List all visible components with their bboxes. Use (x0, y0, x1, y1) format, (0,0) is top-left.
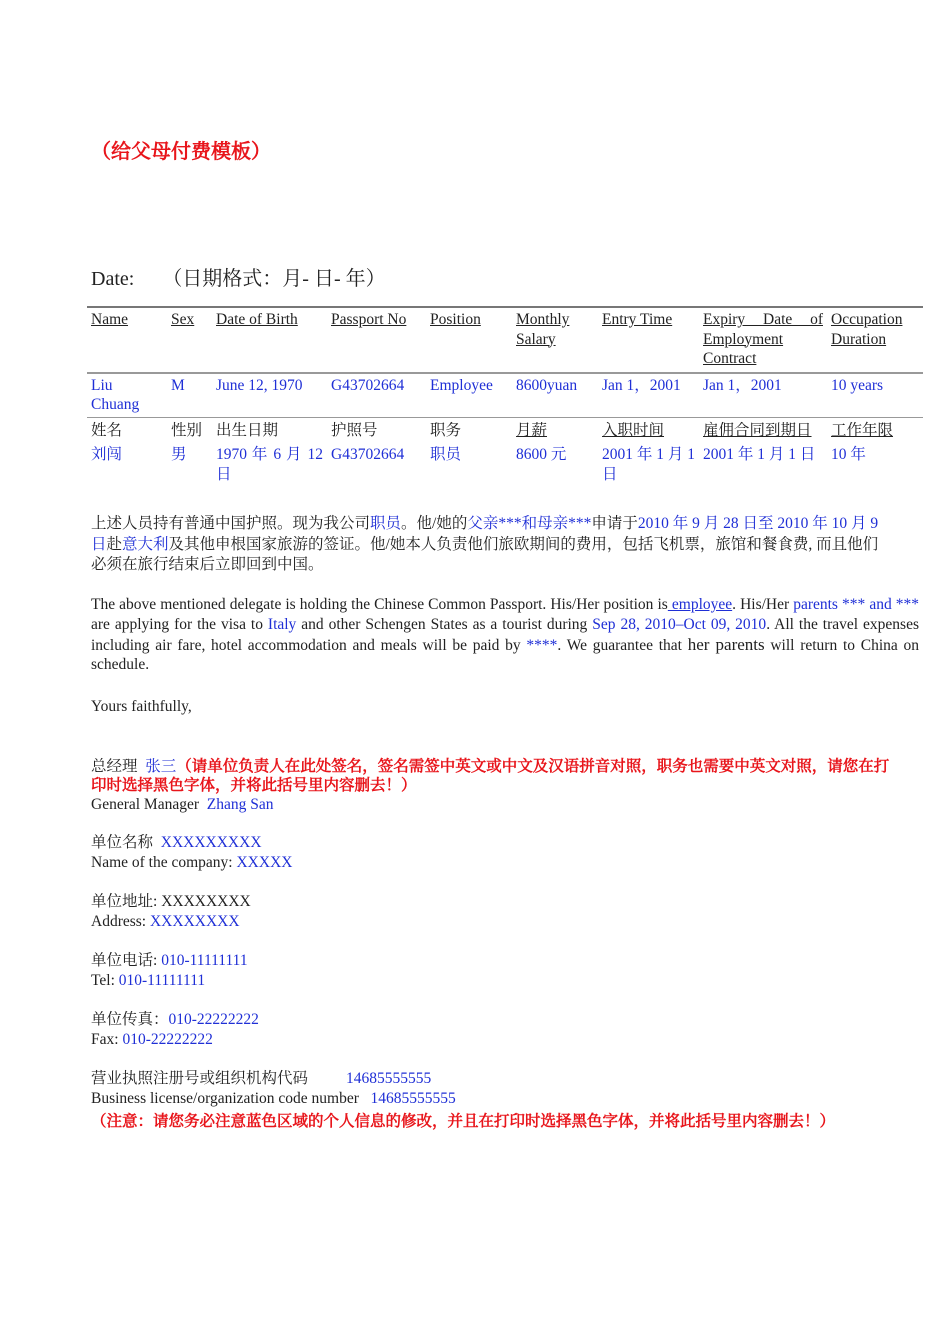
table-cell: G43702664 (331, 446, 405, 463)
text-span: are applying for the visa to (91, 615, 268, 633)
signature-note: （请单位负责人在此处签名，签名需签中英文或中文及汉语拼音对照，职务也需要中英文对照，请您在打印时选择黑色字体，并将此括号里内容删去！） (91, 758, 890, 794)
license-value-cn: 14685555555 (346, 1070, 432, 1087)
license-value-en: 14685555555 (370, 1089, 456, 1107)
table-cell: 职员 (430, 446, 462, 463)
header-cell: 月薪 (516, 421, 548, 439)
tel-label-cn: 单位电话: (91, 952, 158, 969)
employee-info-table (87, 306, 923, 487)
license-label-cn: 营业执照注册号或组织机构代码 (91, 1070, 309, 1087)
fax-label-cn: 单位传真： (91, 1011, 169, 1028)
tel-value-cn: 010-11111111 (161, 952, 248, 969)
notice: （注意：请您务必注意蓝色区域的个人信息的修改，并且在打印时选择黑色字体，并将此括号里内容删去！） (91, 1113, 836, 1130)
table-cell: M (167, 373, 212, 418)
header-cell: Passport No (327, 307, 426, 373)
company-name-value-en: XXXXX (236, 853, 293, 871)
license-label-en: Business license/organization code number (91, 1089, 359, 1107)
table-cell: June 12, 1970 (212, 373, 327, 418)
text-span: . We guarantee that (557, 636, 688, 654)
table-row-cn (87, 443, 923, 487)
text-span: The above mentioned delegate is holding the Chinese Common Passport. His/Her position is (91, 596, 668, 613)
travel-dates-field: Sep 28, 2010–Oct 09, 2010 (592, 615, 767, 633)
text-span: 申请于 (591, 515, 638, 532)
manager-name-cn: 张三 (145, 758, 177, 775)
header-cell: 工作年限 (831, 421, 894, 439)
header-cell: Position (426, 307, 512, 373)
country-field: Italy (267, 615, 297, 633)
company-address-block (91, 892, 251, 931)
position-field: 职员 (370, 515, 402, 532)
company-name-label-en: Name of the company: (91, 853, 233, 871)
signature-en-line (91, 795, 891, 814)
signature-cn-line (91, 757, 891, 795)
header-cell: Monthly Salary (512, 307, 598, 373)
date-line (91, 262, 386, 291)
text-span: her parents (687, 634, 765, 654)
header-cell: Expiry Date of Employment Contract (699, 307, 827, 373)
text-span: 赴 (106, 535, 123, 553)
table-cell: Jan 1，2001 (699, 373, 827, 418)
fax-value-cn: 010-22222222 (168, 1011, 259, 1028)
header-cell: 出生日期 (216, 421, 279, 439)
address-value-en: XXXXXXXX (149, 912, 240, 930)
header-cell: Entry Time (598, 307, 699, 373)
payer-field: **** (526, 636, 558, 654)
table-cell: 8600 元 (516, 446, 567, 463)
table-cell: 8600yuan (512, 373, 598, 418)
manager-name-en: Zhang San (206, 796, 274, 813)
header-cell: Date of Birth (212, 307, 327, 373)
header-cell: 护照号 (331, 421, 378, 439)
header-cell: 入职时间 (602, 421, 665, 439)
table-cell: Liu Chuang (87, 373, 167, 418)
table-header-row-en (87, 307, 923, 373)
template-title: （给父母付费模板） (91, 141, 271, 163)
table-cell: 1970 年 6 月 12 日 (216, 446, 323, 483)
fax-value-en: 010-22222222 (122, 1030, 213, 1048)
header-cell: Occupation Duration (827, 307, 923, 373)
table-cell: 2001 年 1 月 1 日 (602, 446, 696, 483)
fax-label-en: Fax: (91, 1030, 119, 1048)
relatives-field: parents *** and *** (793, 596, 919, 613)
manager-title-cn: 总经理 (91, 758, 138, 775)
table-cell: Jan 1，2001 (598, 373, 699, 418)
table-cell: 刘闯 (91, 446, 123, 463)
table-cell: 2001 年 1 月 1 日 (703, 446, 816, 463)
company-tel-block (91, 951, 248, 990)
position-field: employee (667, 596, 733, 613)
address-value-cn: XXXXXXXX (161, 893, 251, 910)
table-cell: 10 年 (831, 446, 866, 463)
travel-dates-field: 2010 年 9 月 28 日至 2010 年 10 月 9 日 (91, 515, 879, 553)
relatives-field: 父亲***和母亲*** (467, 515, 592, 532)
text-span: . All the travel expenses including air fare, hotel accommodation and meals will be paid by (91, 615, 919, 654)
table-cell: 男 (171, 446, 187, 463)
date-label: Date: (91, 268, 135, 290)
header-cell: 职务 (430, 421, 462, 439)
text-span: 及其他申根国家旅游的签证。他/她本人负责他们旅欧期间的费用，包括飞机票，旅馆和餐食费, 而且他们必须在旅行结束后立即回到中国。 (91, 535, 879, 573)
manager-title-en: General Manager (91, 796, 200, 813)
address-label-en: Address: (91, 912, 147, 930)
address-label-cn: 单位地址: (91, 893, 158, 910)
country-field: 意大利 (122, 535, 169, 553)
header-cell: 姓名 (91, 421, 123, 439)
date-format-note: （日期格式：月- 日- 年） (162, 268, 386, 290)
text-span: and other Schengen States as a tourist during (296, 615, 593, 633)
table-cell: G43702664 (327, 373, 426, 418)
paragraph-chinese (91, 514, 881, 576)
text-span: 上述人员持有普通中国护照。现为我公司 (91, 515, 371, 532)
tel-label-en: Tel: (91, 971, 115, 989)
text-span: will return to China on schedule. (91, 636, 920, 674)
paragraph-english (91, 595, 919, 675)
signature-block (91, 757, 891, 814)
table-header-row-cn (87, 417, 923, 443)
text-span: . His/Her (732, 596, 794, 613)
closing: Yours faithfully, (91, 698, 192, 715)
header-cell: Name (87, 307, 167, 373)
tel-value-en: 010-11111111 (118, 971, 206, 989)
table-cell: Employee (426, 373, 512, 418)
header-cell: 雇佣合同到期日 (703, 421, 812, 439)
company-name-value-cn: XXXXXXXXX (160, 834, 262, 851)
header-cell: 性别 (171, 421, 203, 439)
header-cell: Sex (167, 307, 212, 373)
company-fax-block (91, 1010, 259, 1049)
table-cell: 10 years (827, 373, 923, 418)
table-row-en (87, 373, 923, 418)
company-name-label-cn: 单位名称 (91, 834, 154, 851)
text-span: 。他/她的 (401, 515, 468, 532)
company-license-block (91, 1069, 456, 1108)
company-name-block (91, 833, 292, 872)
